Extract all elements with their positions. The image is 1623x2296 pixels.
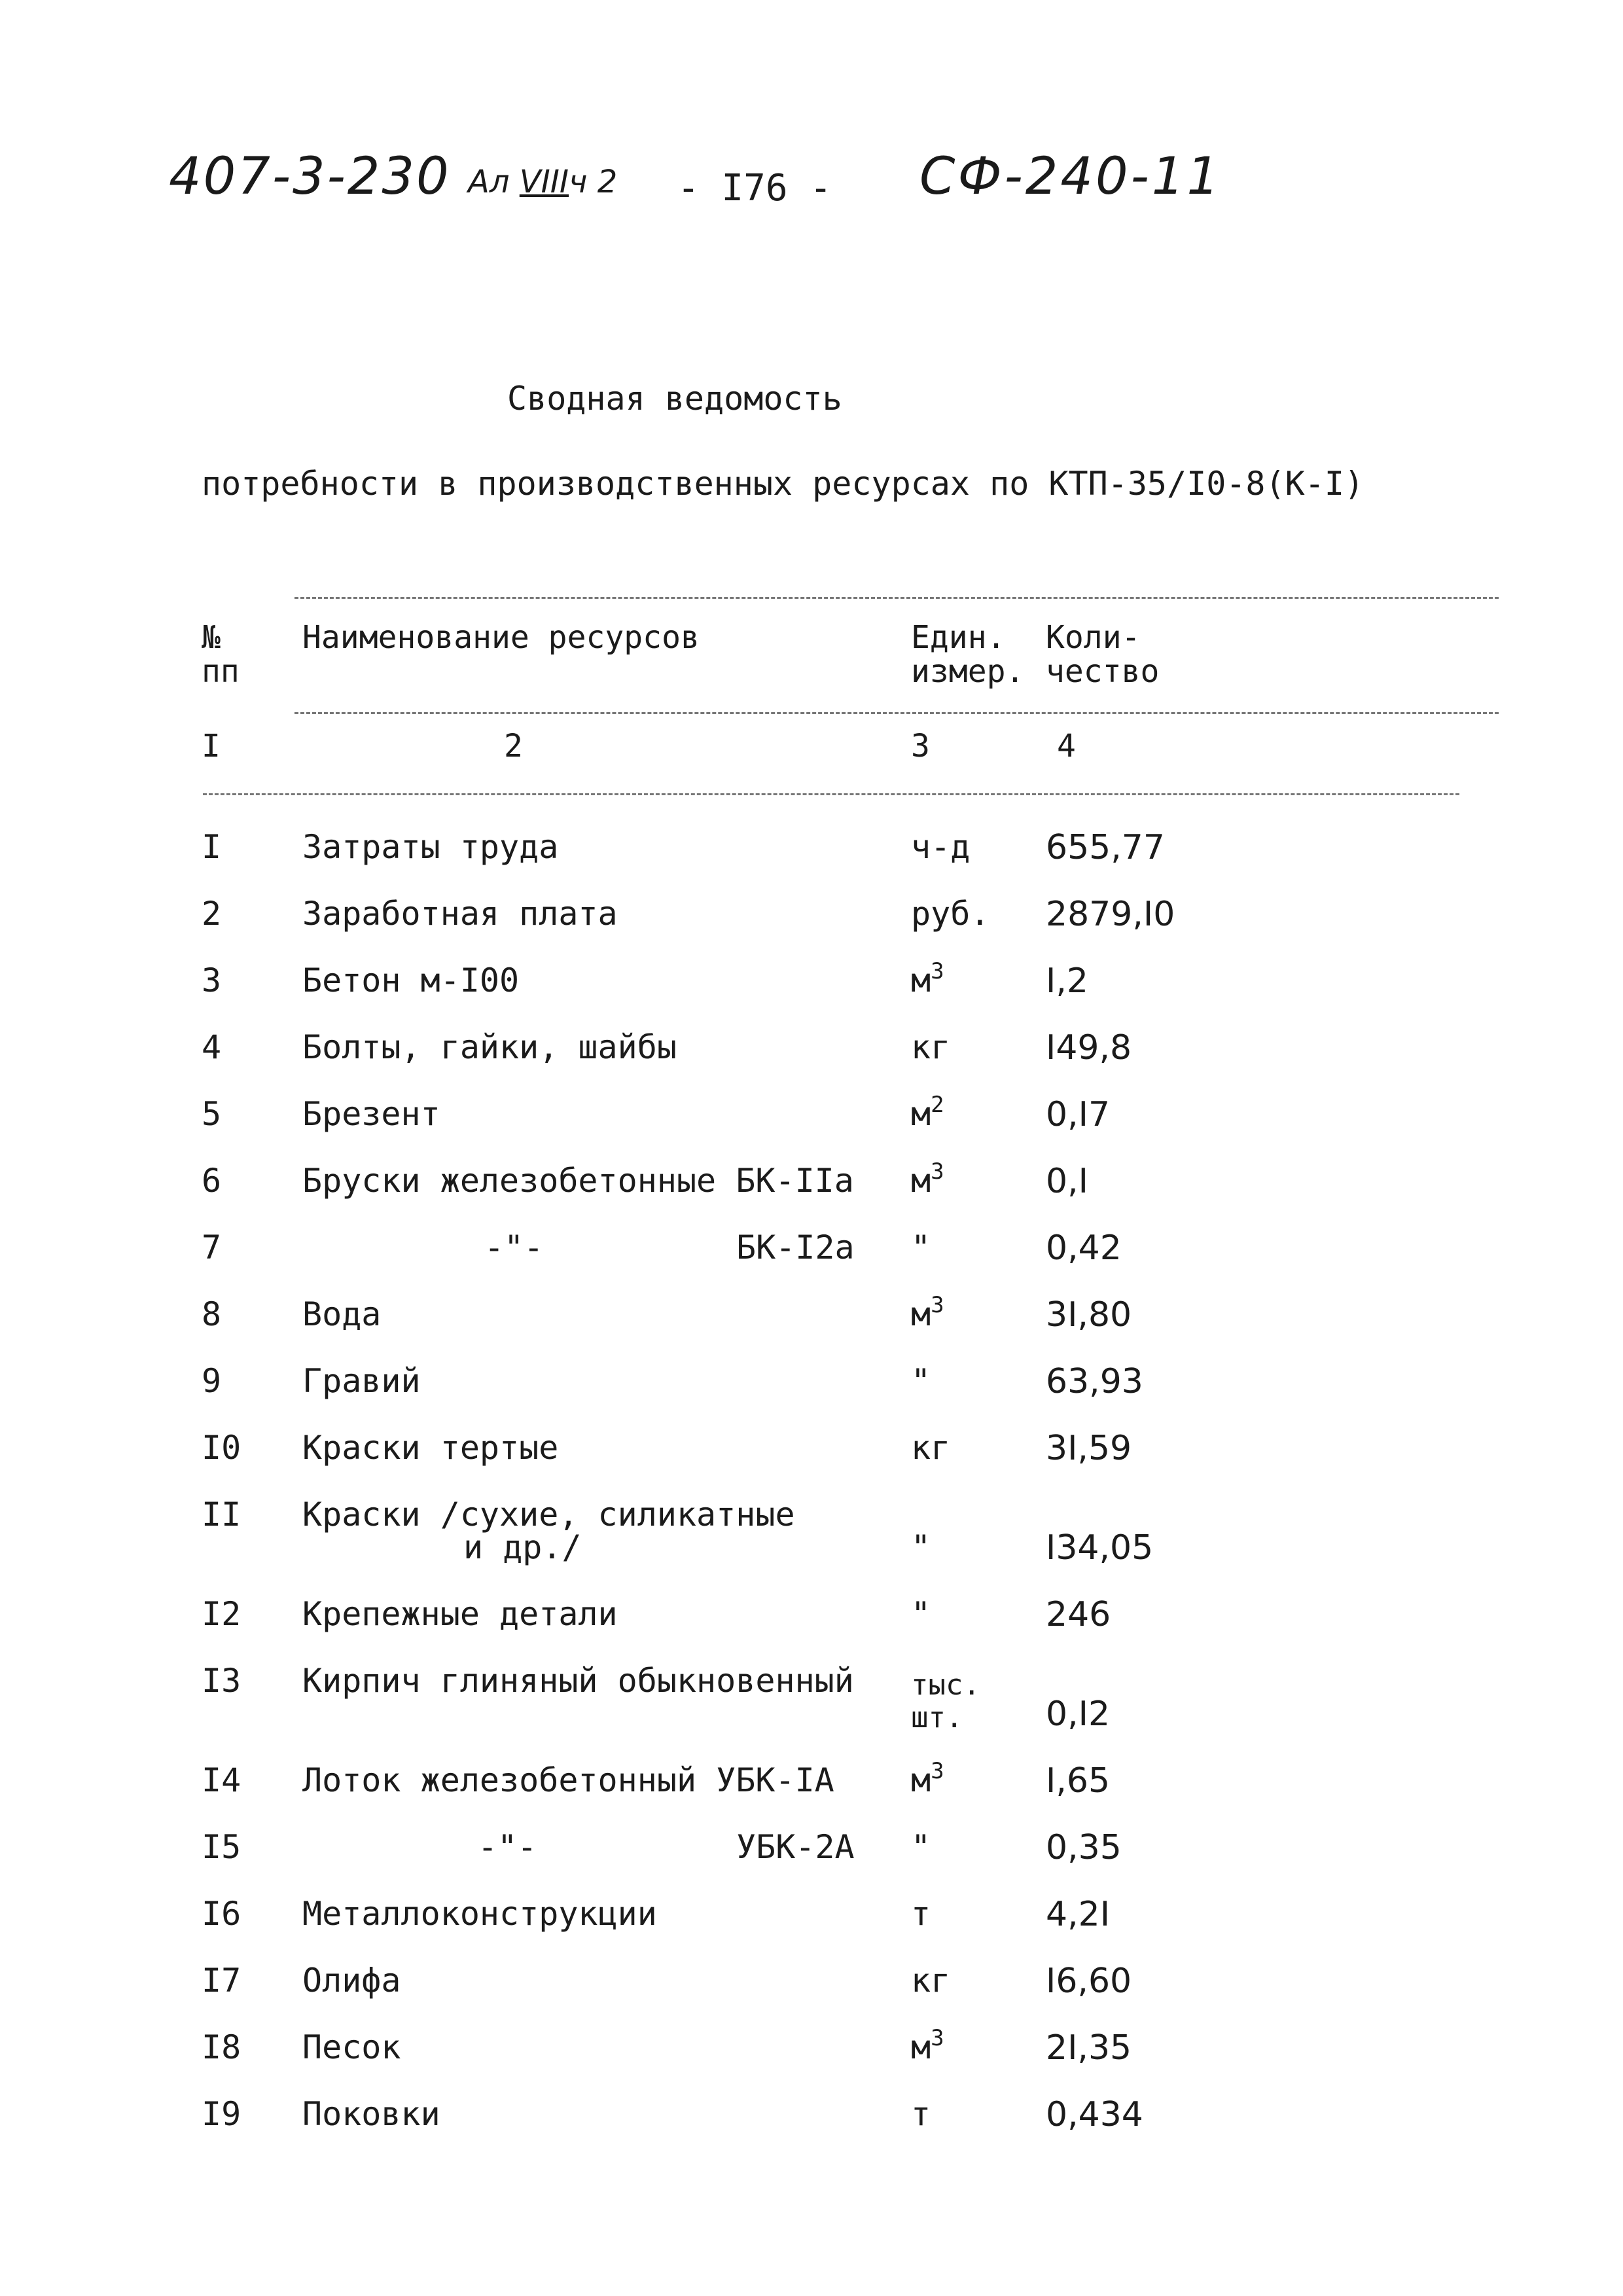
header-num-line2: пп	[202, 653, 240, 690]
header-unit-line2: измер.	[911, 653, 1025, 690]
row-number: 7	[202, 1229, 222, 1266]
document-title: Сводная ведомость	[507, 380, 842, 418]
table-row	[0, 958, 1623, 1027]
row-number: 3	[202, 961, 222, 999]
row-number: I0	[202, 1429, 241, 1467]
ditto-mark: -"-	[478, 1828, 537, 1866]
unit: ч-д	[911, 828, 971, 866]
handwritten-project-code: 407-3-230	[169, 147, 451, 206]
unit: "	[911, 1595, 931, 1633]
header-num-line1: №	[202, 619, 221, 656]
unit: "	[911, 1528, 931, 1566]
unit-base: м	[911, 1761, 931, 1799]
table-row	[0, 1362, 1623, 1427]
unit	[911, 2025, 944, 2066]
row-number: 5	[202, 1095, 222, 1133]
unit	[911, 1292, 944, 1333]
unit-exponent: 3	[931, 1292, 944, 1318]
table-row	[0, 1292, 1623, 1361]
table-row	[0, 1962, 1623, 2027]
row-number: I4	[202, 1761, 241, 1799]
table-row	[0, 1758, 1623, 1827]
column-number-3: 3	[911, 728, 930, 764]
unit: "	[911, 1828, 931, 1866]
unit-base: м	[911, 1095, 931, 1133]
quantity: 0,I2	[1046, 1695, 1111, 1734]
unit-exponent: 3	[931, 958, 944, 984]
unit: т	[911, 2095, 931, 2133]
resource-name: Кирпич глиняный обыкновенный	[302, 1662, 854, 1700]
row-number: I	[202, 828, 222, 866]
resource-name: Песок	[302, 2028, 401, 2066]
row-number: I5	[202, 1828, 241, 1866]
resource-name: Поковки	[302, 2095, 440, 2133]
resource-name: Затраты труда	[302, 828, 559, 866]
row-number: I8	[202, 2028, 241, 2066]
row-number: 2	[202, 895, 222, 933]
quantity: 0,I	[1046, 1162, 1088, 1201]
column-numbers-rule	[203, 793, 1459, 795]
column-number-2: 2	[504, 728, 523, 764]
table-row	[0, 1496, 1623, 1594]
header-name: Наименование ресурсов	[302, 619, 700, 656]
row-number: I6	[202, 1895, 241, 1933]
resource-name: Металлоконструкции	[302, 1895, 657, 1933]
quantity: 3I,80	[1046, 1295, 1132, 1335]
quantity: I49,8	[1046, 1028, 1132, 1067]
unit-continuation: шт.	[911, 1701, 963, 1734]
quantity: 655,77	[1046, 828, 1165, 867]
resource-name: Крепежные детали	[302, 1595, 618, 1633]
row-number: II	[202, 1496, 241, 1534]
resource-name-continuation: и др./	[463, 1528, 582, 1566]
unit: "	[911, 1362, 931, 1400]
unit-base: м	[911, 1162, 931, 1200]
header-unit	[911, 620, 1024, 689]
header-unit-line1: Един.	[911, 619, 1006, 656]
unit	[911, 1158, 944, 1200]
quantity: 63,93	[1046, 1362, 1143, 1401]
row-number: 6	[202, 1162, 222, 1200]
quantity: I,2	[1046, 961, 1088, 1001]
unit-exponent: 3	[931, 1758, 944, 1784]
page-number: - I76 -	[677, 167, 832, 209]
table-top-rule	[294, 597, 1499, 599]
row-number: I3	[202, 1662, 241, 1700]
quantity: I,65	[1046, 1761, 1111, 1801]
table-row	[0, 828, 1623, 893]
album-prefix: Ал	[468, 164, 510, 200]
table-row	[0, 1662, 1623, 1760]
table-row	[0, 1895, 1623, 1960]
quantity: I34,05	[1046, 1528, 1154, 1568]
quantity: 2I,35	[1046, 2028, 1132, 2068]
unit-exponent: 3	[931, 1158, 944, 1185]
album-volume: VIII	[519, 164, 569, 200]
resource-name: Гравий	[302, 1362, 421, 1400]
row-number: 8	[202, 1295, 222, 1333]
unit-base: м	[911, 1295, 931, 1333]
quantity: 3I,59	[1046, 1429, 1132, 1468]
handwritten-sheet-code: СФ-240-11	[919, 147, 1222, 206]
table-row	[0, 1595, 1623, 1660]
unit	[911, 1092, 944, 1133]
unit: кг	[911, 1962, 951, 2000]
table-row	[0, 1429, 1623, 1494]
header-num	[202, 620, 240, 689]
quantity: 2879,I0	[1046, 895, 1175, 934]
resource-name: Бетон м-I00	[302, 961, 520, 999]
resource-name: Краски /сухие, силикатные	[302, 1496, 795, 1534]
document-subtitle: потребности в производственных ресурсах по КТП-35/I0-8(К-I)	[202, 465, 1364, 503]
quantity: 0,434	[1046, 2095, 1143, 2134]
quantity: 0,42	[1046, 1229, 1122, 1268]
unit: т	[911, 1895, 931, 1933]
table-row	[0, 2025, 1623, 2094]
resource-name: Бруски железобетонные БК-IIа	[302, 1162, 854, 1200]
column-number-4: 4	[1057, 728, 1076, 764]
table-row	[0, 1028, 1623, 1094]
header-bottom-rule	[294, 712, 1499, 714]
album-suffix: ч 2	[569, 164, 618, 200]
quantity: 246	[1046, 1595, 1111, 1634]
unit	[911, 1758, 944, 1799]
resource-name-suffix: УБК-2А	[736, 1828, 855, 1866]
resource-name: Вода	[302, 1295, 382, 1333]
unit: кг	[911, 1429, 951, 1467]
row-number: I7	[202, 1962, 241, 2000]
row-number: 9	[202, 1362, 222, 1400]
quantity: 4,2I	[1046, 1895, 1111, 1934]
table-row	[0, 1828, 1623, 1893]
header-qty-line2: чество	[1046, 653, 1160, 690]
resource-name: Заработная плата	[302, 895, 618, 933]
unit: кг	[911, 1028, 951, 1066]
table-row	[0, 1092, 1623, 1160]
row-number: I9	[202, 2095, 241, 2133]
unit: тыс.	[911, 1668, 980, 1702]
row-number: I2	[202, 1595, 241, 1633]
unit: руб.	[911, 895, 990, 933]
header-qty	[1046, 620, 1159, 689]
table-row	[0, 1158, 1623, 1227]
resource-name: Олифа	[302, 1962, 401, 2000]
unit-base: м	[911, 2028, 931, 2066]
unit-exponent: 2	[931, 1092, 944, 1118]
table-row	[0, 1229, 1623, 1294]
table-row	[0, 2095, 1623, 2161]
unit	[911, 958, 944, 999]
resource-name-suffix: БК-I2а	[736, 1229, 855, 1266]
quantity: 0,35	[1046, 1828, 1122, 1867]
resource-name: Краски тертые	[302, 1429, 559, 1467]
ditto-mark: -"-	[484, 1229, 544, 1266]
resource-name: Болты, гайки, шайбы	[302, 1028, 677, 1066]
row-number: 4	[202, 1028, 222, 1066]
table-row	[0, 895, 1623, 960]
quantity: 0,I7	[1046, 1095, 1111, 1134]
unit: "	[911, 1229, 931, 1266]
header-qty-line1: Коли-	[1046, 619, 1141, 656]
resource-name: Лоток железобетонный УБК-IА	[302, 1761, 834, 1799]
handwritten-album-reference	[468, 164, 617, 200]
unit-exponent: 3	[931, 2025, 944, 2051]
unit-base: м	[911, 961, 931, 999]
column-number-1: I	[202, 728, 221, 764]
quantity: I6,60	[1046, 1962, 1132, 2001]
resource-name: Брезент	[302, 1095, 440, 1133]
